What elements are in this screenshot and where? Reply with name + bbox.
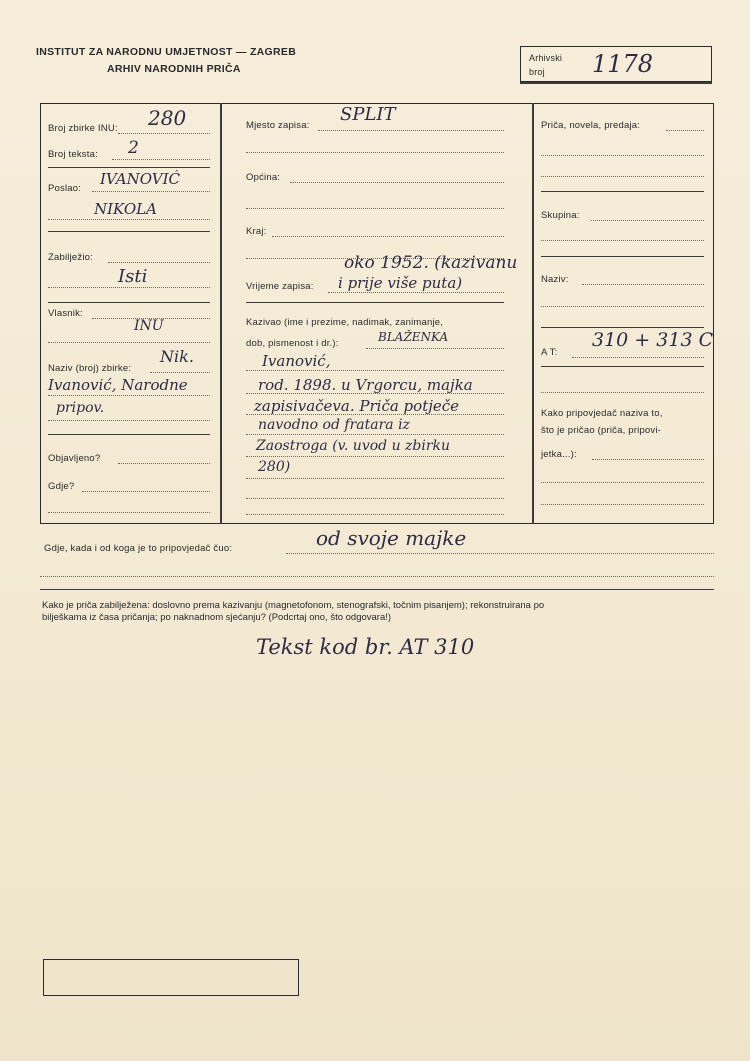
narrator-value-6: Zaostroga (v. uvod u zbirku bbox=[256, 438, 451, 454]
archive-number-label: Arhivski bbox=[529, 53, 563, 63]
heard-from-value: od svoje majke bbox=[316, 526, 467, 550]
narrator-value-4: zapisivačeva. Priča potječe bbox=[254, 397, 460, 415]
method-note: Tekst kod br. AT 310 bbox=[256, 635, 475, 659]
at-label: A T: bbox=[541, 347, 558, 358]
archive-title: ARHIV NARODNIH PRIČA bbox=[107, 63, 241, 75]
sent-by-label: Poslao: bbox=[48, 183, 82, 194]
at-value: 310 + 313 C bbox=[592, 329, 714, 351]
collection-name-label: Naziv (broj) zbirke: bbox=[48, 363, 132, 374]
narrator-value-7: 280) bbox=[258, 459, 291, 475]
group-label: Skupina: bbox=[541, 210, 580, 221]
archive-box-underline bbox=[520, 82, 712, 84]
sent-by-value-1: IVANOVIĆ bbox=[100, 170, 180, 188]
place-value: SPLIT bbox=[340, 104, 396, 125]
method-text-2: bilješkama iz časa pričanja; po naknadnom sjećanju? (Podcrtaj ono, što odgovara!) bbox=[42, 612, 392, 623]
published-label: Objavljeno? bbox=[48, 453, 101, 464]
collection-name-value-3: pripov. bbox=[56, 400, 105, 416]
narrator-label-1: Kazivao (ime i prezime, nadimak, zanimanje, bbox=[246, 317, 444, 328]
narrator-name-label-1: Kako pripovjedač naziva to, bbox=[541, 408, 663, 419]
sent-by-value-2: NIKOLA bbox=[94, 200, 157, 218]
institute-title: INSTITUT ZA NARODNU UMJETNOST — ZAGREB bbox=[36, 46, 297, 58]
narrator-name-label-2: što je pričao (priča, pripovi- bbox=[541, 425, 662, 436]
recorded-by-label: Zabilježio: bbox=[48, 252, 93, 263]
time-value-1: oko 1952. (kazivanu bbox=[344, 253, 518, 273]
time-value-2: i prije više puta) bbox=[338, 274, 463, 292]
archive-number-value: 1178 bbox=[592, 50, 654, 78]
heard-from-label: Gdje, kada i od koga je to pripovjedač čuo: bbox=[44, 543, 233, 554]
genre-label: Priča, novela, predaja: bbox=[541, 120, 641, 131]
title-label: Naziv: bbox=[541, 274, 569, 285]
text-no-value: 2 bbox=[128, 138, 139, 158]
bottom-box bbox=[43, 959, 299, 996]
narrator-name-label-3: jetka...): bbox=[541, 449, 577, 460]
narrator-value-1: BLAŽENKA bbox=[378, 330, 449, 344]
collection-name-value-2: Ivanović, Narodne bbox=[48, 376, 188, 394]
narrator-value-5: navodno od fratara iz bbox=[258, 417, 410, 433]
owner-label: Vlasnik: bbox=[48, 308, 83, 319]
narrator-value-2: Ivanović, bbox=[262, 352, 331, 370]
where-label: Gdje? bbox=[48, 481, 75, 492]
method-text-1: Kako je priča zabilježena: doslovno prema kazivanju (magnetofonom, stenografski, točnim pisanjem); rekonstruirana po bbox=[42, 600, 545, 611]
column-divider-1 bbox=[220, 103, 222, 524]
place-label: Mjesto zapisa: bbox=[246, 120, 310, 131]
narrator-value-3: rod. 1898. u Vrgorcu, majka bbox=[258, 376, 473, 394]
column-divider-2 bbox=[532, 103, 534, 524]
municipality-label: Općina: bbox=[246, 172, 281, 183]
archive-number-label-2: broj bbox=[529, 67, 545, 77]
collection-no-value: 280 bbox=[148, 106, 187, 130]
narrator-label-2: dob, pismenost i dr.): bbox=[246, 338, 339, 349]
collection-no-label: Broj zbirke INU: bbox=[48, 123, 118, 134]
text-no-label: Broj teksta: bbox=[48, 149, 98, 160]
region-label: Kraj: bbox=[246, 226, 267, 237]
recorded-by-value: Isti bbox=[118, 266, 148, 287]
collection-name-value-1: Nik. bbox=[160, 347, 194, 366]
owner-value: INU bbox=[134, 318, 164, 334]
time-label: Vrijeme zapisa: bbox=[246, 281, 314, 292]
